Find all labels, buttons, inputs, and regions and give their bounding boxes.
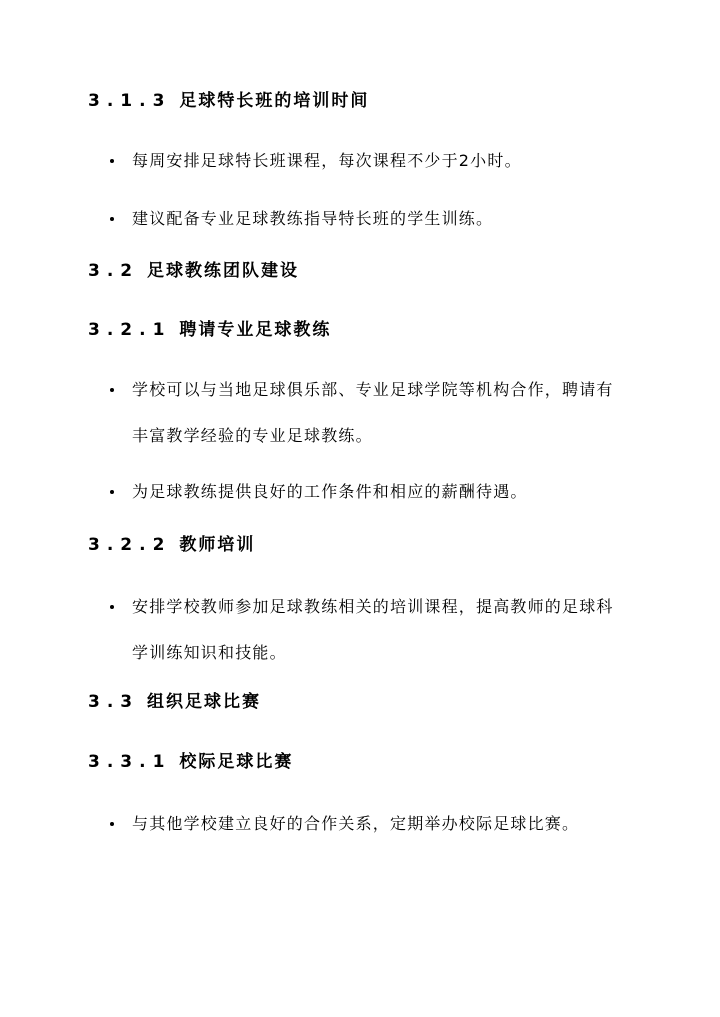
section-heading-3-2-1 [88,319,331,341]
list-item-text: 每周安排足球特长班课程，每次课程不少于2小时。 [132,151,522,170]
section-title: 校际足球比赛 [179,752,294,772]
section-number: 3.2 [88,261,140,281]
bullet-icon [110,159,114,163]
list-item-text: 为足球教练提供良好的工作条件和相应的薪酬待遇。 [132,482,528,501]
list-item-text: 学校可以与当地足球俱乐部、专业足球学院等机构合作，聘请有丰富教学经验的专业足球教练。 [132,380,614,445]
bullet-icon [110,822,114,826]
section-number: 3.2.2 [88,535,172,555]
list-item [110,813,620,847]
section-title: 聘请专业足球教练 [179,320,332,340]
section-heading-3-2 [88,260,299,282]
section-title: 教师培训 [179,535,256,555]
list-item [110,208,620,242]
section-heading-3-3-1 [88,751,293,773]
section-title: 足球特长班的培训时间 [179,91,370,111]
bullet-icon [110,490,114,494]
list-item-text: 建议配备专业足球教练指导特长班的学生训练。 [132,209,494,228]
bullet-icon [110,217,114,221]
section-number: 3.2.1 [88,320,172,340]
bullet-icon [110,605,114,609]
section-heading-3-3 [88,691,261,713]
section-title: 足球教练团队建设 [147,261,300,281]
list-item [110,596,620,676]
section-title: 组织足球比赛 [147,692,262,712]
list-item [110,379,620,459]
list-item [110,150,620,184]
list-item-text: 与其他学校建立良好的合作关系，定期举办校际足球比赛。 [132,814,580,833]
section-number: 3.3.1 [88,752,172,772]
section-number: 3.3 [88,692,140,712]
section-heading-3-2-2 [88,534,255,556]
list-item [110,481,620,515]
section-number: 3.1.3 [88,91,172,111]
bullet-icon [110,388,114,392]
list-item-text: 安排学校教师参加足球教练相关的培训课程，提高教师的足球科学训练知识和技能。 [132,597,614,662]
section-heading-3-1-3 [88,90,369,112]
